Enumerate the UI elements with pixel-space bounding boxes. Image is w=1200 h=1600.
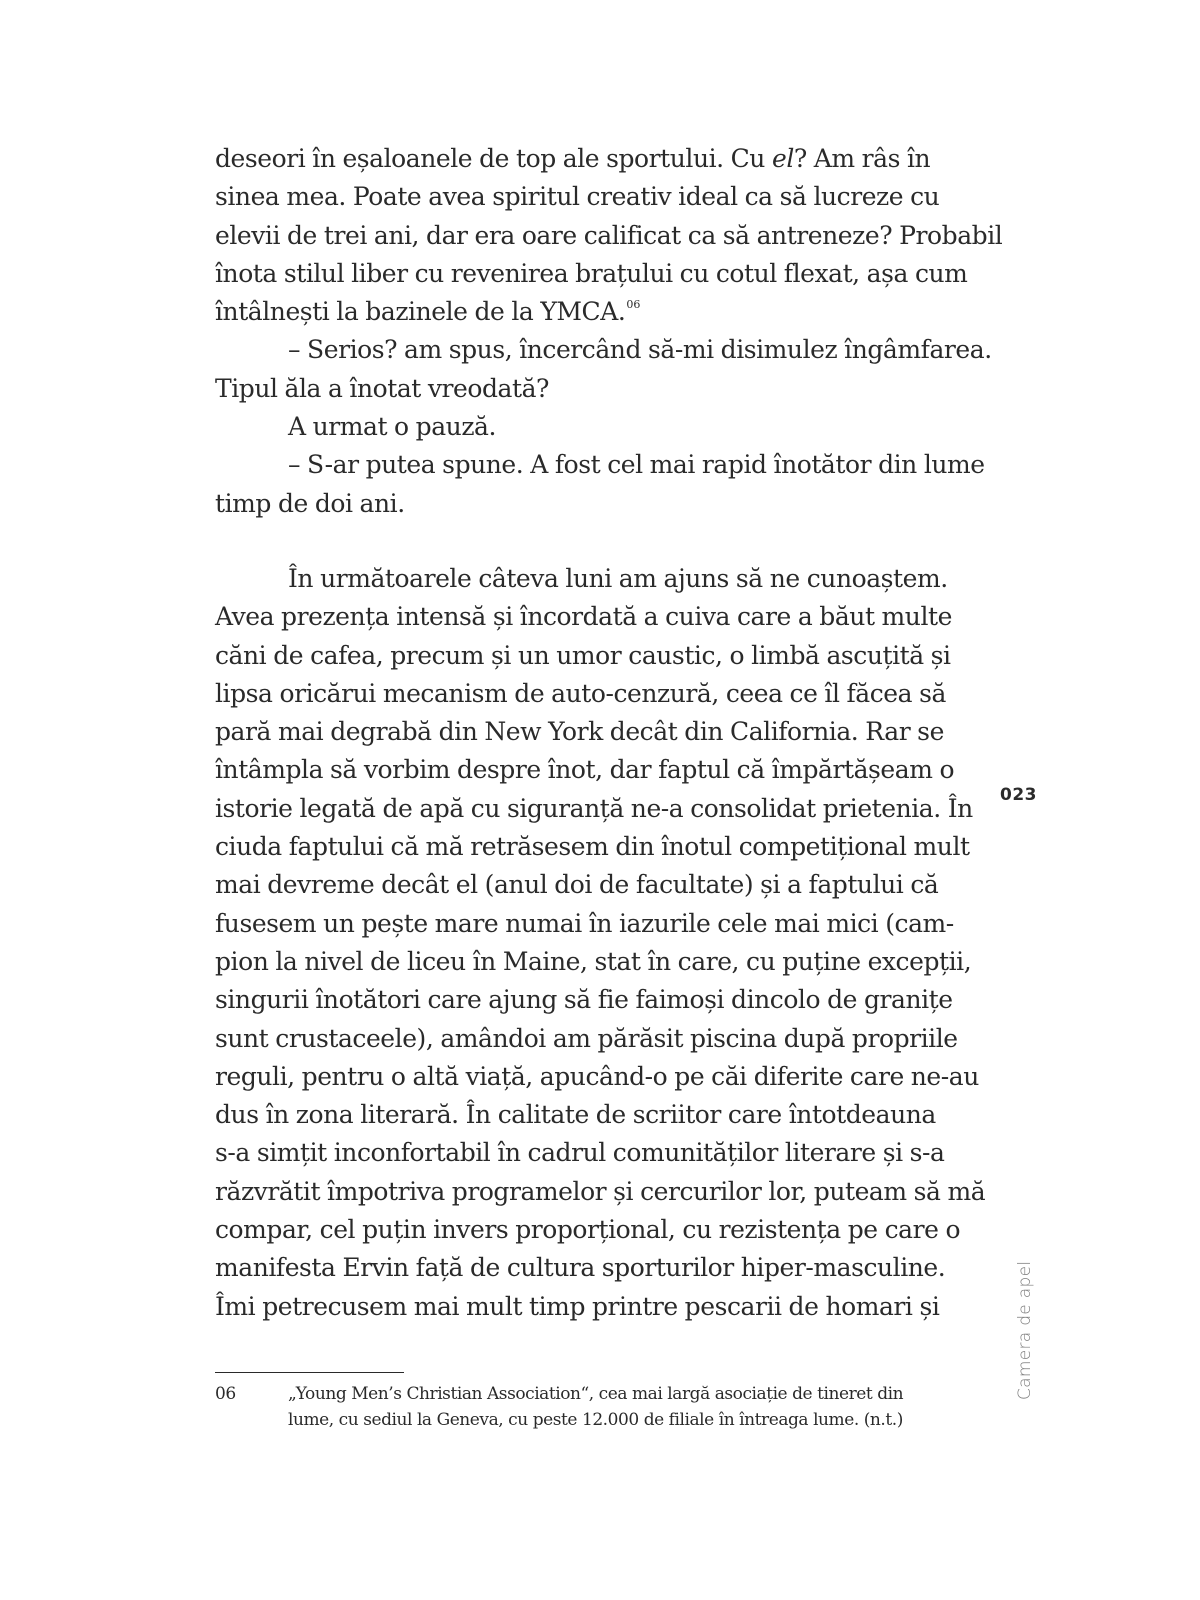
text-line: lipsa oricărui mecanism de auto-cenzură, ceea ce îl făcea să [215,678,946,708]
text-line: Avea prezența intensă și încordată a cuiva care a băut multe [215,602,952,632]
text-line: mai devreme decât el (anul doi de facultate) și a faptului că [215,870,939,900]
dialogue-line: – S-ar putea spune. A fost cel mai rapid înotător din lume [288,450,985,480]
section-break [215,523,1005,560]
text-line: singurii înotători care ajung să fie faimoși dincolo de granițe [215,985,953,1015]
dialogue-line: A urmat o pauză. [288,412,496,442]
text-line: În următoarele câteva luni am ajuns să ne cunoaștem. [288,563,948,593]
text-segment: întâlnești la bazinele de la YMCA. [215,297,626,327]
italic-emphasis: el [771,144,794,173]
text-line: înota stilul liber cu revenirea brațului cu cotul flexat, așa cum [215,258,968,288]
footnote-text [288,1381,978,1433]
footnote-line: lume, cu sediul la Geneva, cu peste 12.000 de filiale în întreaga lume. (n.t.) [288,1410,903,1430]
text-line: sunt crustaceele), amândoi am părăsit piscina după propriile [215,1023,958,1053]
text-line: căni de cafea, precum și un umor caustic, o limbă ascuțită și [215,640,951,670]
text-line: pion la nivel de liceu în Maine, stat în care, cu puține excepții, [215,946,972,976]
page-number: 023 [1000,785,1037,805]
running-title: Camera de apel [1015,1260,1035,1400]
footnote-divider [215,1372,404,1373]
text-line: sinea mea. Poate avea spiritul creativ ideal ca să lucreze cu [215,182,940,212]
text-line: manifesta Ervin față de cultura sporturilor hiper-masculine. [215,1253,946,1283]
footnote-number: 06 [215,1384,236,1404]
footnote-reference[interactable]: 06 [626,298,641,312]
text-line: dus în zona literară. În calitate de scriitor care întotdeauna [215,1100,936,1130]
dialogue-line: – Serios? am spus, încercând să-mi disimulez îngâmfarea. [288,335,992,365]
text-line: răzvrătit împotriva programelor și cercurilor lor, puteam să mă [215,1176,986,1206]
text-line: elevii de trei ani, dar era oare calificat ca să antreneze? Probabil [215,220,1003,250]
footnote-line: „Young Men’s Christian Association“, cea mai largă asociație de tineret din [288,1384,904,1404]
text-line: reguli, pentru o altă viață, apucând-o pe căi diferite care ne-au [215,1061,979,1091]
text-line [215,140,1005,178]
text-line: Îmi petrecusem mai mult timp printre pescarii de homari și [215,1291,940,1321]
text-line [215,293,1005,331]
text-line: s-a simțit inconfortabil în cadrul comunităților literare și s-a [215,1138,945,1168]
text-segment: ? Am râs în [793,144,931,173]
text-line: compar, cel puțin invers proporțional, cu rezistența pe care o [215,1215,961,1245]
text-line: istorie legată de apă cu siguranță ne-a consolidat prietenia. În [215,793,973,823]
dialogue-line: Tipul ăla a înotat vreodată? [215,373,549,403]
dialogue-line: timp de doi ani. [215,488,405,518]
text-line: fusesem un pește mare numai în iazurile cele mai mici (cam- [215,908,954,938]
body-text [215,140,1005,1326]
text-line: întâmpla să vorbim despre înot, dar faptul că împărtășeam o [215,755,955,785]
text-line: pară mai degrabă din New York decât din California. Rar se [215,717,944,747]
text-line: ciuda faptului că mă retrăsesem din înotul competițional mult [215,832,970,862]
text-segment: deseori în eșaloanele de top ale sportului. Cu [215,144,772,173]
